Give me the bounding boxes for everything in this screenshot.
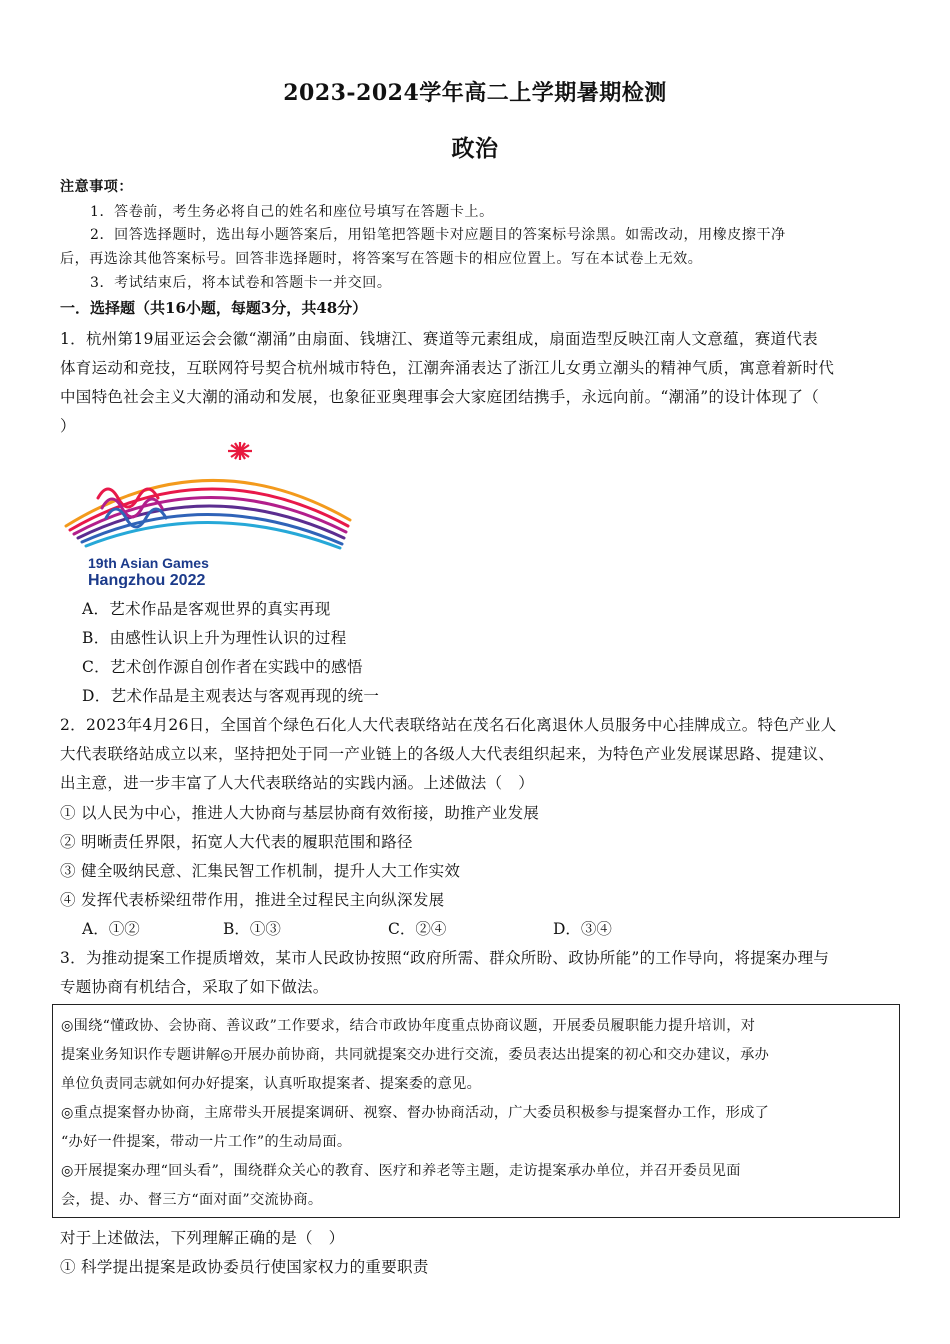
q3-prompt: 对于上述做法，下列理解正确的是（ ） — [60, 1229, 345, 1247]
q2-stem-line: 大代表联络站成立以来，坚持把处于同一产业链上的各级人大代表组织起来，为特色产业发展谋思路、提建议、 — [60, 745, 835, 763]
logo-text-line-2: Hangzhou 2022 — [88, 572, 206, 588]
q2-option-d: D．③④ — [553, 920, 612, 938]
notes-item-1: 1．答卷前，考生务必将自己的姓名和座位号填写在答题卡上。 — [90, 204, 494, 220]
q1-stem-line: 体育运动和竞技，互联网符号契合杭州城市特色，江潮奔涌表达了浙江儿女勇立潮头的精神气质，寓意着新时代 — [60, 359, 835, 377]
logo-text-line-1: 19th Asian Games — [88, 555, 209, 571]
q3-stem-line: 专题协商有机结合，采取了如下做法。 — [60, 978, 329, 996]
q3-material-box — [52, 1004, 900, 1218]
q3-box-line: 单位负责同志就如何办好提案，认真听取提案者、提案委的意见。 — [61, 1076, 482, 1092]
q2-statement-2: ② 明晰责任界限，拓宽人大代表的履职范围和路径 — [60, 833, 413, 851]
asian-games-logo — [58, 438, 363, 588]
q1-option-c: C．艺术创作源自创作者在实践中的感悟 — [82, 658, 363, 676]
q3-statement-1: ① 科学提出提案是政协委员行使国家权力的重要职责 — [60, 1258, 429, 1276]
section-heading: 一．选择题（共16小题，每题3分，共48分） — [60, 299, 368, 317]
q1-stem-line: 中国特色社会主义大潮的涌动和发展，也象征亚奥理事会大家庭团结携手，永远向前。“潮涌”的设计体现了（ — [60, 388, 820, 406]
q1-option-a: A．艺术作品是客观世界的真实再现 — [82, 600, 331, 618]
q2-stem-line: 2．2023年4月26日，全国首个绿色石化人大代表联络站在茂名石化离退休人员服务中心挂牌成立。特色产业人 — [60, 716, 837, 734]
notes-item-2b: 后，再选涂其他答案标号。回答非选择题时，将答案写在答题卡的相应位置上。写在本试卷上无效。 — [60, 251, 703, 267]
q2-option-b: B．①③ — [223, 920, 281, 938]
exam-title: 2023-2024学年高二上学期暑期检测 — [283, 80, 667, 106]
q2-statement-3: ③ 健全吸纳民意、汇集民智工作机制，提升人大工作实效 — [60, 862, 461, 880]
q1-option-d: D．艺术作品是主观表达与客观再现的统一 — [82, 687, 380, 705]
q2-statement-4: ④ 发挥代表桥梁纽带作用，推进全过程民主向纵深发展 — [60, 891, 445, 909]
exam-subject: 政治 — [451, 135, 499, 162]
q2-option-a: A．①② — [82, 920, 140, 938]
q2-stem-line: 出主意，进一步丰富了人大代表联络站的实践内涵。上述做法（ ） — [60, 774, 535, 792]
q3-box-line: ◎围绕“懂政协、会协商、善议政”工作要求，结合市政协年度重点协商议题，开展委员履职能力提升培训，对 — [61, 1018, 756, 1034]
q3-stem-line: 3．为推动提案工作提质增效，某市人民政协按照“政府所需、群众所盼、政协所能”的工作导向，将提案办理与 — [60, 949, 830, 967]
notes-item-2a: 2．回答选择题时，选出每小题答案后，用铅笔把答题卡对应题目的答案标号涂黑。如需改动，用橡皮擦干净 — [90, 227, 786, 243]
q1-stem-line: ） — [60, 417, 76, 435]
sun-emblem-icon — [228, 442, 252, 460]
notes-heading: 注意事项： — [60, 179, 133, 195]
q3-box-line: ◎开展提案办理“回头看”，围绕群众关心的教育、医疗和养老等主题，走访提案承办单位，并召开委员见面 — [61, 1163, 741, 1179]
q1-stem-line: 1．杭州第19届亚运会会徽“潮涌”由扇面、钱塘江、赛道等元素组成，扇面造型反映江南人文意蕴，赛道代表 — [60, 330, 818, 348]
q3-box-line: ◎重点提案督办协商，主席带头开展提案调研、视察、督办协商活动，广大委员积极参与提案督办工作，形成了 — [61, 1105, 770, 1121]
q3-box-line: “办好一件提案，带动一片工作”的生动局面。 — [61, 1134, 352, 1150]
notes-item-3: 3．考试结束后，将本试卷和答题卡一并交回。 — [90, 275, 392, 291]
tide-arcs-icon — [66, 480, 350, 548]
q1-option-b: B．由感性认识上升为理性认识的过程 — [82, 629, 347, 647]
q2-option-c: C．②④ — [388, 920, 447, 938]
q2-statement-1: ① 以人民为中心，推进人大协商与基层协商有效衔接，助推产业发展 — [60, 804, 540, 822]
q3-box-line: 提案业务知识作专题讲解◎开展办前协商，共同就提案交办进行交流，委员表达出提案的初心和交办建议，承办 — [61, 1047, 770, 1063]
q3-box-line: 会，提、办、督三方“面对面”交流协商。 — [61, 1192, 323, 1208]
